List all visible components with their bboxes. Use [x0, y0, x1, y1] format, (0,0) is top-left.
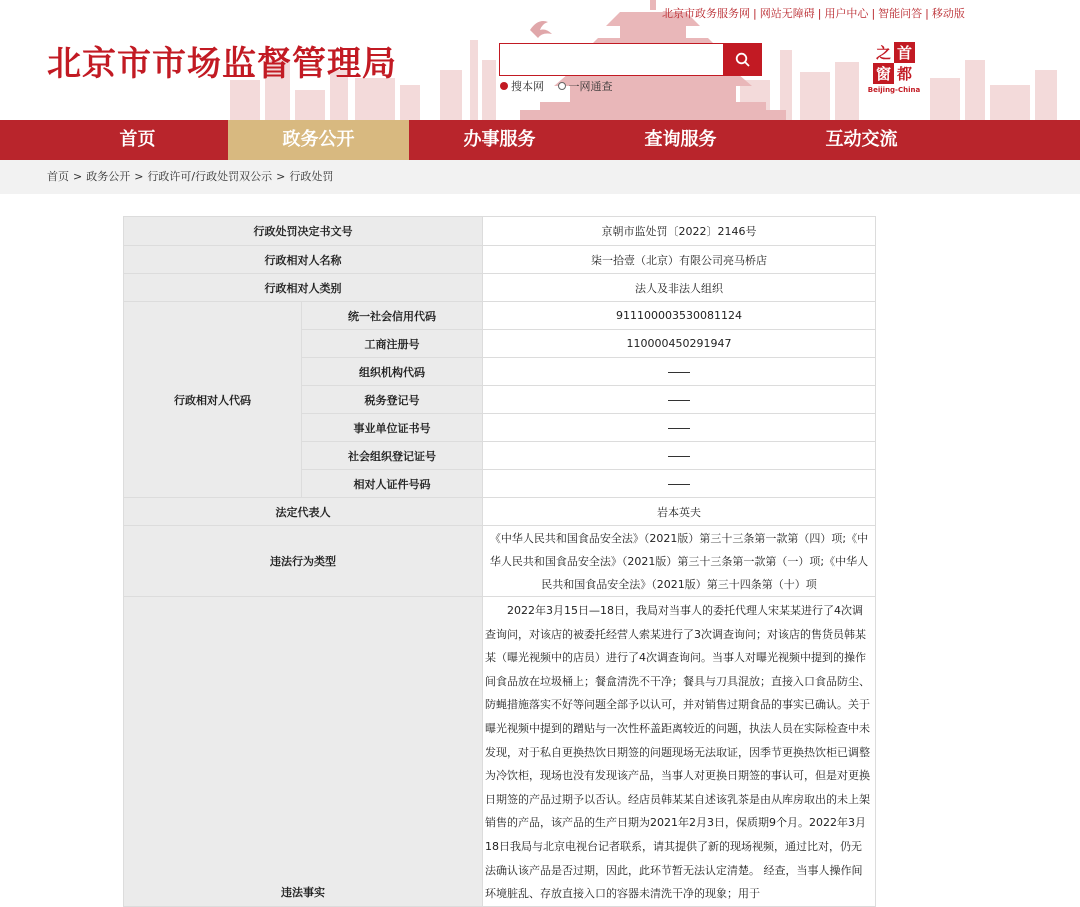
code-value-id	[483, 470, 876, 498]
scope-option-this-site[interactable]: 搜本网	[500, 78, 544, 94]
breadcrumb-home[interactable]: 首页	[47, 170, 69, 183]
site-title: 北京市市场监督管理局	[47, 44, 397, 84]
breadcrumb: 首页 > 政务公开 > 行政许可/行政处罚双公示 > 行政处罚	[0, 160, 1080, 194]
decision-no-value: 京朝市监处罚〔2022〕2146号	[483, 217, 876, 246]
table-row	[124, 302, 876, 330]
code-value-institution	[483, 414, 876, 442]
table-row	[124, 217, 876, 246]
code-label-org: 组织机构代码	[302, 358, 483, 386]
code-label-business-reg: 工商注册号	[302, 330, 483, 358]
nav-gov-affairs[interactable]: 政务公开	[228, 120, 409, 160]
search-input[interactable]	[500, 44, 723, 75]
party-type-value: 法人及非法人组织	[483, 274, 876, 302]
code-label-social-org: 社会组织登记证号	[302, 442, 483, 470]
code-label-tax: 税务登记号	[302, 386, 483, 414]
table-row	[124, 597, 876, 907]
penalty-record	[123, 216, 875, 907]
breadcrumb-penalty[interactable]: 行政处罚	[289, 170, 334, 183]
code-value-business-reg: 110000450291947	[483, 330, 876, 358]
nav-services[interactable]: 办事服务	[463, 129, 536, 150]
logo-char: 之	[873, 42, 894, 63]
site-header	[0, 0, 1080, 120]
code-value-credit: 911100003530081124	[483, 302, 876, 330]
penalty-table	[123, 216, 876, 907]
top-links: 北京市政务服务网 | 网站无障碍 | 用户中心 | 智能问答 | 移动版	[662, 7, 965, 20]
code-label-institution: 事业单位证书号	[302, 414, 483, 442]
facts-label: 违法事实	[124, 597, 483, 907]
radio-unselected-icon	[558, 82, 566, 90]
code-value-social-org	[483, 442, 876, 470]
party-name-label: 行政相对人名称	[124, 246, 483, 274]
top-link-accessibility[interactable]: 网站无障碍	[759, 7, 815, 20]
table-row	[124, 246, 876, 274]
code-value-org	[483, 358, 876, 386]
facts-value: 2022年3月15日—18日，我局对当事人的委托代理人宋某某进行了4次调查询问，对该店的被委托经营人索某进行了3次调查询问；对该店的售货员韩某某（曝光视频中的店员）进行了4次调查询问。当事人对曝光视频中提到的操作间食品放在垃圾桶上；餐盒清洗不干净；餐具与刀具混放；直接入口食品防尘、防蝇措施落实不好等问题全部予以认可，并对销售过期食品的事实已确认。关于曝光视频中提到的蹭贴与一次性杯盖距离较近的问题，执法人员在实际检查中未发现，对于私自更换热饮日期签的问题现场无法取证，因季节更换热饮柜已调整为冷饮柜，现场也没有发现该产品，当事人对更换日期签的事认可，但是对更换日期签的产品过期予以否认。经店员韩某某自述该乳茶是由从库房取出的未上架销售的产品，该产品的生产日期为2021年2月3日，保质期9个月。2022年3月18日我局与北京电视台记者联系，请其提供了新的现场视频，通过比对，仍无法确认该产品是否过期，因此，此环节暂无法认定清楚。 经查，当事人操作间环境脏乱、存放直接入口的容器未清洗干净的现象；用于	[483, 597, 876, 907]
radio-selected-icon	[500, 82, 508, 90]
nav-interaction[interactable]: 互动交流	[825, 129, 898, 150]
legal-rep-value: 岩本英夫	[483, 498, 876, 526]
empty-dash	[668, 428, 690, 429]
top-link-smart-qa[interactable]: 智能问答	[878, 7, 923, 20]
empty-dash	[668, 372, 690, 373]
logo-caption: Beijing-China	[867, 86, 921, 94]
table-row	[124, 498, 876, 526]
code-label-id: 相对人证件号码	[302, 470, 483, 498]
logo-char: 窗	[873, 63, 894, 84]
party-type-label: 行政相对人类别	[124, 274, 483, 302]
table-row	[124, 526, 876, 597]
breadcrumb-gov-affairs[interactable]: 政务公开	[86, 170, 131, 183]
empty-dash	[668, 484, 690, 485]
logo-char: 首	[894, 42, 915, 63]
code-value-tax	[483, 386, 876, 414]
empty-dash	[668, 456, 690, 457]
code-label-credit: 统一社会信用代码	[302, 302, 483, 330]
search-box	[499, 43, 724, 76]
party-name-value: 柒一拾壹（北京）有限公司亮马桥店	[483, 246, 876, 274]
search-scope	[500, 78, 623, 94]
empty-dash	[668, 400, 690, 401]
scope-option-one-network[interactable]: 一网通查	[558, 78, 613, 94]
party-code-label: 行政相对人代码	[124, 302, 302, 498]
top-link-gov-service[interactable]: 北京市政务服务网	[662, 7, 750, 20]
breadcrumb-double-publicity[interactable]: 行政许可/行政处罚双公示	[147, 170, 273, 183]
logo-char: 都	[894, 63, 915, 84]
search-icon	[735, 52, 751, 68]
nav-query[interactable]: 查询服务	[644, 129, 717, 150]
table-row	[124, 274, 876, 302]
capital-window-logo[interactable]	[866, 42, 922, 96]
main-nav	[0, 120, 1080, 160]
violation-type-label: 违法行为类型	[124, 526, 483, 597]
top-link-user-center[interactable]: 用户中心	[824, 7, 869, 20]
decision-no-label: 行政处罚决定书文号	[124, 217, 483, 246]
top-link-mobile[interactable]: 移动版	[931, 7, 965, 20]
legal-rep-label: 法定代表人	[124, 498, 483, 526]
violation-type-value: 《中华人民共和国食品安全法》（2021版）第三十三条第一款第（四）项;《中华人民共和国食品安全法》（2021版）第三十三条第一款第（一）项;《中华人民共和国食品安全法》（2021版）第三十四条第（十）项	[483, 526, 876, 597]
nav-home[interactable]: 首页	[119, 129, 156, 150]
search-button[interactable]	[724, 43, 762, 76]
